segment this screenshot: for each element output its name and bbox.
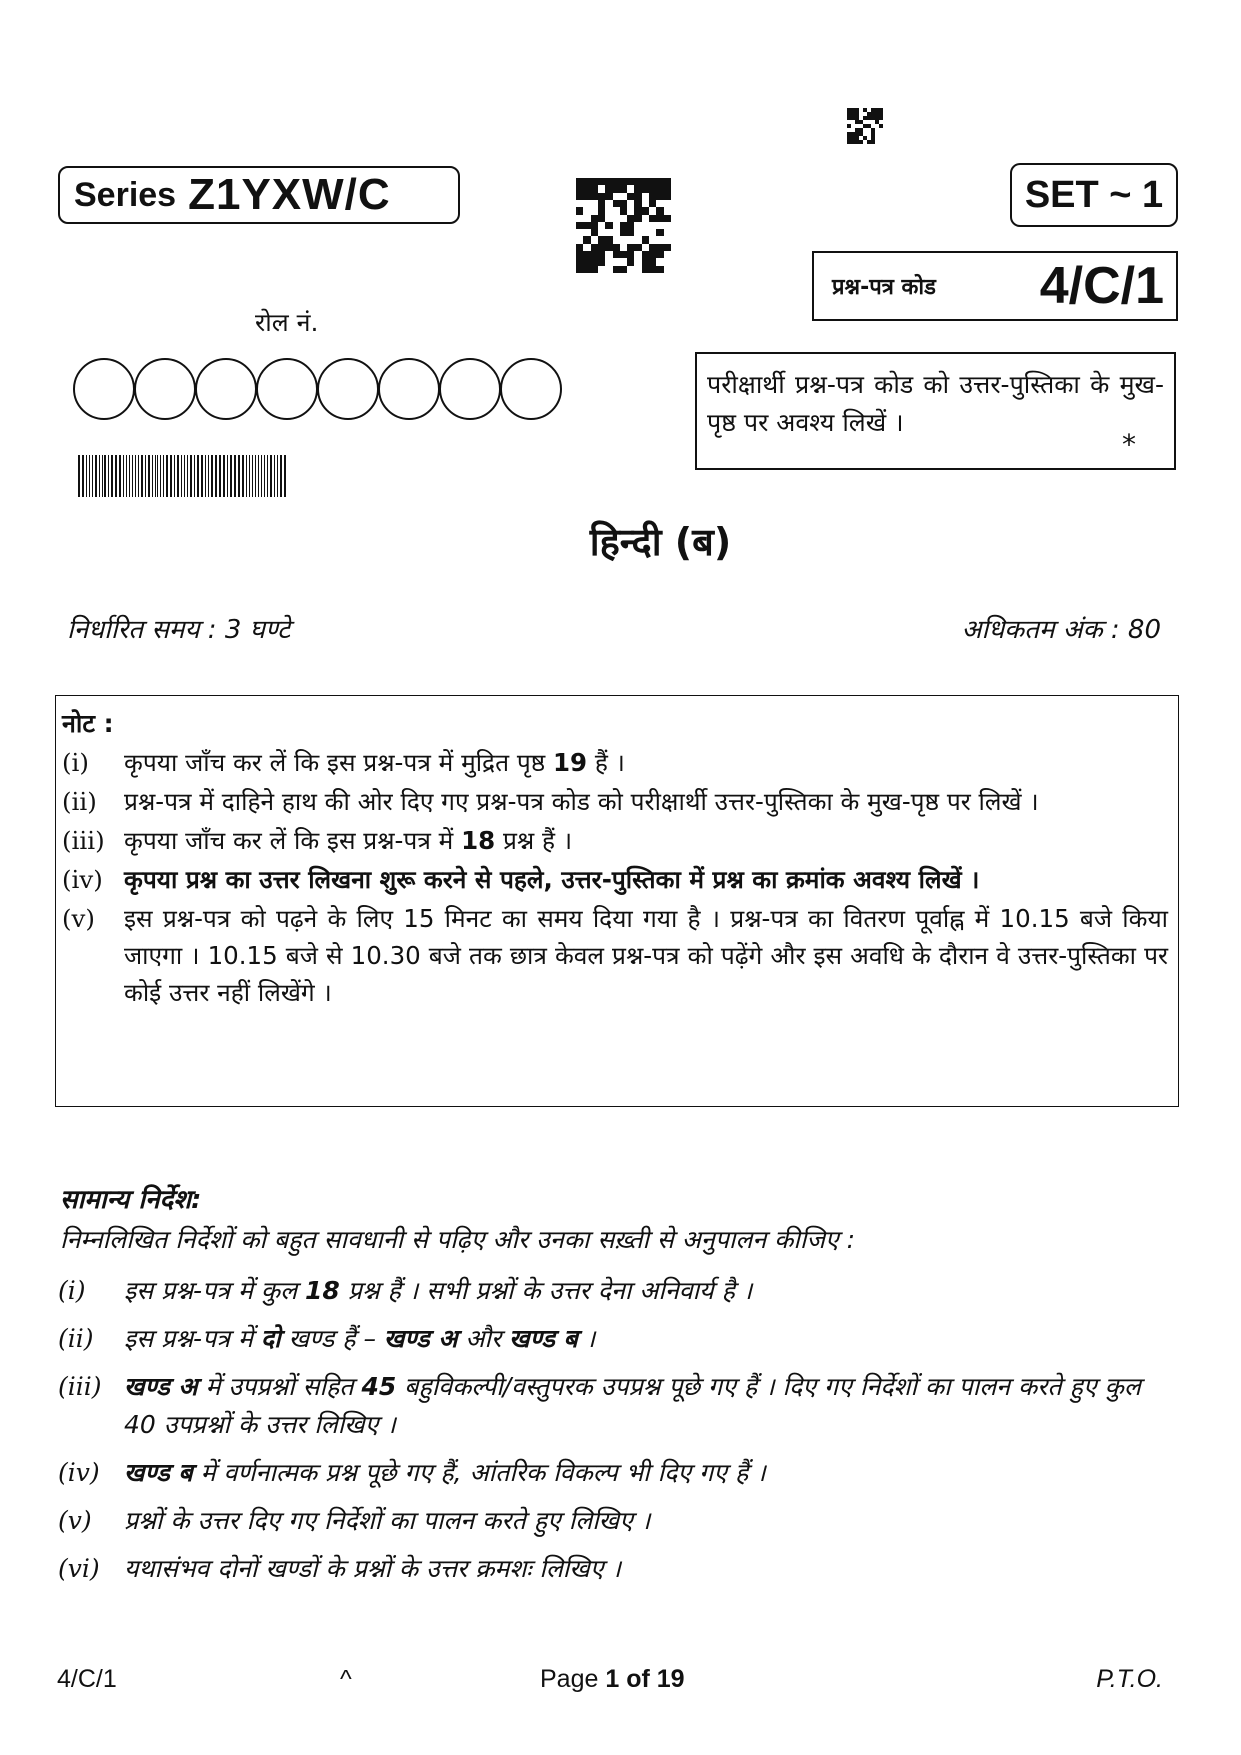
roll-digit-circle[interactable]	[134, 358, 196, 420]
series-code: Z1YXW/C	[188, 170, 391, 219]
instruction-text	[124, 1368, 1178, 1444]
large-qr-code	[576, 178, 671, 273]
text-bold: 18	[304, 1276, 340, 1305]
series-box	[58, 166, 460, 224]
note-item	[62, 861, 1168, 898]
footer-pto: P.T.O.	[1096, 1665, 1163, 1693]
subject-title: हिन्दी (ब)	[589, 520, 732, 564]
instruction-text	[124, 1454, 1178, 1492]
text-bold: खण्ड ब	[124, 1458, 193, 1487]
instruction-text: यथासंभव दोनों खण्डों के प्रश्नों के उत्तर क्रमशः लिखिए ।	[124, 1554, 621, 1583]
roll-digit-circle[interactable]	[73, 358, 135, 420]
roll-digit-circle[interactable]	[256, 358, 318, 420]
note-text-part: कृपया जाँच कर लें कि इस प्रश्न-पत्र में मुद्रित पृष्ठ	[124, 748, 553, 777]
instruction-item	[58, 1320, 1178, 1358]
footer-caret: ^	[340, 1665, 352, 1693]
instruction-number: (iv)	[58, 1458, 100, 1487]
roll-digit-circle[interactable]	[439, 358, 501, 420]
note-text-bold: 18	[461, 826, 496, 855]
instruction-number: (vi)	[58, 1554, 100, 1583]
note-text: कृपया प्रश्न का उत्तर लिखना शुरू करने से पहले, उत्तर-पुस्तिका में प्रश्न का क्रमांक अवश्य लिखें ।	[124, 865, 980, 894]
page-of: of	[619, 1665, 657, 1693]
text-bold: खण्ड अ	[383, 1324, 458, 1353]
paper-code-label: प्रश्न-पत्र कोड	[832, 275, 936, 300]
text-bold: खण्ड अ	[124, 1372, 198, 1401]
instruction-item	[58, 1272, 1178, 1310]
note-box	[55, 695, 1179, 1107]
note-text: प्रश्न-पत्र में दाहिने हाथ की ओर दिए गए प्रश्न-पत्र कोड को परीक्षार्थी उत्तर-पुस्तिका के मुख-पृष्ठ पर लिखें ।	[124, 787, 1039, 816]
roll-digit-circle[interactable]	[500, 358, 562, 420]
note-text-bold: 19	[552, 748, 588, 777]
instruction-text	[124, 1320, 1178, 1358]
note-number: (iv)	[62, 865, 103, 894]
page-text: Page	[540, 1665, 606, 1693]
note-number: (ii)	[62, 787, 97, 816]
instruction-text	[124, 1272, 1178, 1310]
instruction-number: (i)	[58, 1276, 86, 1305]
note-text-part: हैं ।	[587, 748, 625, 777]
note-item	[62, 783, 1168, 820]
series-label: Series	[74, 175, 177, 214]
text-part: इस प्रश्न-पत्र में	[124, 1324, 261, 1353]
instruction-item	[58, 1550, 1178, 1588]
instruction-number: (ii)	[58, 1324, 94, 1353]
paper-code-box	[812, 251, 1178, 321]
small-qr-code	[847, 108, 883, 144]
instruction-item	[58, 1368, 1178, 1444]
note-item	[62, 822, 1168, 859]
instruction-item	[58, 1454, 1178, 1492]
note-text	[124, 744, 1168, 781]
roll-digit-circle[interactable]	[317, 358, 379, 420]
text-part: बहुविकल्पी/वस्तुपरक उपप्रश्न पूछे गए हैं । दिए गए निर्देशों का पालन करते हुए कुल 40 उपप्रश्नों के उत्तर लिखिए ।	[124, 1372, 1141, 1439]
instruction-number: (iii)	[58, 1372, 102, 1401]
note-text-part: प्रश्न हैं ।	[495, 826, 573, 855]
set-box: SET ~ 1	[1010, 163, 1178, 227]
note-heading: नोट :	[62, 709, 114, 738]
roll-number-circles[interactable]	[73, 358, 561, 420]
roll-digit-circle[interactable]	[378, 358, 440, 420]
paper-code-value: 4/C/1	[1039, 257, 1164, 315]
text-bold: दो	[260, 1324, 281, 1353]
maximum-marks: अधिकतम अंक : 80	[961, 615, 1161, 645]
code-instruction-box	[695, 352, 1176, 470]
note-text	[124, 822, 1168, 859]
text-part: इस प्रश्न-पत्र में कुल	[124, 1276, 305, 1305]
note-number: (v)	[62, 904, 95, 933]
roll-number-label: रोल नं.	[255, 308, 319, 337]
note-text-part: कृपया जाँच कर लें कि इस प्रश्न-पत्र में	[124, 826, 462, 855]
page-total: 19	[656, 1665, 685, 1693]
text-part: खण्ड हैं –	[280, 1324, 384, 1353]
text-part: प्रश्न हैं । सभी प्रश्नों के उत्तर देना अनिवार्य है ।	[339, 1276, 753, 1305]
general-instructions-heading: सामान्य निर्देश:	[60, 1185, 202, 1215]
instruction-number: (v)	[58, 1506, 92, 1535]
note-item	[62, 900, 1168, 1011]
text-part: में वर्णनात्मक प्रश्न पूछे गए हैं, आंतरिक विकल्प भी दिए गए हैं ।	[192, 1458, 766, 1487]
time-allowed: निर्धारित समय : 3 घण्टे	[67, 615, 291, 645]
note-number: (iii)	[62, 826, 105, 855]
text-bold: 45	[361, 1372, 397, 1401]
text-part: ।	[577, 1324, 596, 1353]
barcode	[78, 455, 288, 497]
instruction-item	[58, 1502, 1178, 1540]
text-part: में उपप्रश्नों सहित	[197, 1372, 362, 1401]
note-item	[62, 744, 1168, 781]
footer-page-number	[540, 1665, 685, 1694]
footer-paper-code: 4/C/1	[57, 1665, 117, 1693]
asterisk-mark: *	[1122, 428, 1136, 461]
general-instructions-list	[58, 1272, 1178, 1598]
roll-digit-circle[interactable]	[195, 358, 257, 420]
general-instructions-intro: निम्नलिखित निर्देशों को बहुत सावधानी से पढ़िए और उनका सख़्ती से अनुपालन कीजिए :	[60, 1225, 856, 1254]
page-current: 1	[605, 1665, 620, 1693]
note-text: इस प्रश्न-पत्र को पढ़ने के लिए 15 मिनट का समय दिया गया है । प्रश्न-पत्र का वितरण पूर्वाह्न में 10.15 बजे किया जाएगा । 10.15 बजे से 10.30 बजे तक छात्र केवल प्रश्न-पत्र को पढ़ेंगे और इस अवधि के दौरान वे उत्तर-पुस्तिका पर कोई उत्तर नहीं लिखेंगे ।	[124, 904, 1168, 1007]
instruction-text: प्रश्नों के उत्तर दिए गए निर्देशों का पालन करते हुए लिखिए ।	[124, 1506, 651, 1535]
text-part: और	[457, 1324, 510, 1353]
text-bold: खण्ड ब	[509, 1324, 578, 1353]
note-number: (i)	[62, 748, 89, 777]
code-instruction-text: परीक्षार्थी प्रश्न-पत्र कोड को उत्तर-पुस्तिका के मुख-पृष्ठ पर अवश्य लिखें ।	[707, 370, 1164, 437]
